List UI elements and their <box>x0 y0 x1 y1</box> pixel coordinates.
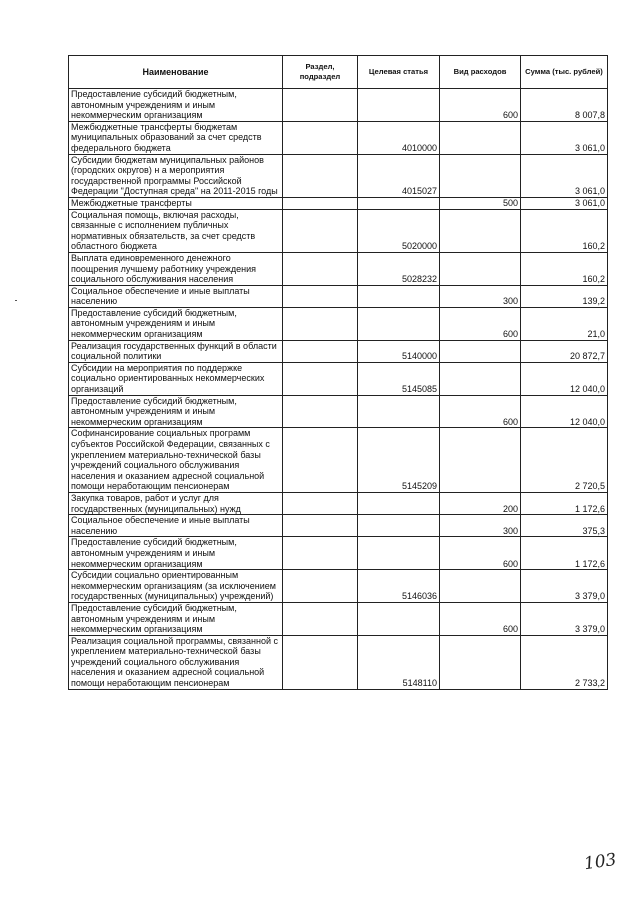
cell-section <box>283 340 358 362</box>
cell-name: Предоставление субсидий бюджетным, автономным учреждениям и иным некоммерческим организациям <box>69 537 283 570</box>
table-header-row <box>69 56 608 89</box>
cell-section <box>283 570 358 603</box>
cell-sum: 3 061,0 <box>521 197 608 209</box>
cell-sum: 375,3 <box>521 515 608 537</box>
cell-name: Социальное обеспечение и иные выплаты населению <box>69 515 283 537</box>
cell-type <box>440 252 521 285</box>
cell-target <box>358 602 440 635</box>
cell-sum: 2 733,2 <box>521 635 608 689</box>
cell-target: 4015027 <box>358 154 440 197</box>
cell-name: Закупка товаров, работ и услуг для государственных (муниципальных) нужд <box>69 492 283 514</box>
table-row <box>69 197 608 209</box>
cell-target: 5146036 <box>358 570 440 603</box>
cell-section <box>283 492 358 514</box>
table-row <box>69 154 608 197</box>
budget-table <box>68 55 608 690</box>
cell-type: 300 <box>440 515 521 537</box>
cell-section <box>283 515 358 537</box>
cell-sum: 20 872,7 <box>521 340 608 362</box>
cell-sum: 21,0 <box>521 307 608 340</box>
cell-name: Предоставление субсидий бюджетным, автономным учреждениям и иным некоммерческим организациям <box>69 89 283 122</box>
cell-name: Субсидии на мероприятия по поддержке социально ориентированных некоммерческих организаций <box>69 362 283 395</box>
cell-target: 5028232 <box>358 252 440 285</box>
cell-section <box>283 635 358 689</box>
cell-target <box>358 89 440 122</box>
table-row <box>69 492 608 514</box>
cell-name: Межбюджетные трансферты бюджетам муниципальных образований за счет средств федерального бюджета <box>69 121 283 154</box>
cell-target <box>358 492 440 514</box>
cell-target <box>358 307 440 340</box>
cell-sum: 3 061,0 <box>521 121 608 154</box>
cell-type <box>440 362 521 395</box>
table-row <box>69 209 608 252</box>
cell-sum: 160,2 <box>521 252 608 285</box>
cell-sum: 3 379,0 <box>521 570 608 603</box>
cell-section <box>283 428 358 493</box>
cell-target: 5145085 <box>358 362 440 395</box>
cell-name: Предоставление субсидий бюджетным, автономным учреждениям и иным некоммерческим организациям <box>69 602 283 635</box>
table-row <box>69 340 608 362</box>
cell-target <box>358 285 440 307</box>
cell-type: 600 <box>440 602 521 635</box>
cell-section <box>283 209 358 252</box>
cell-type <box>440 635 521 689</box>
cell-type <box>440 340 521 362</box>
table-row <box>69 395 608 428</box>
cell-sum: 1 172,6 <box>521 492 608 514</box>
cell-name: Межбюджетные трансферты <box>69 197 283 209</box>
table-row <box>69 285 608 307</box>
cell-section <box>283 89 358 122</box>
cell-target: 5145209 <box>358 428 440 493</box>
cell-section <box>283 602 358 635</box>
header-sum: Сумма (тыс. рублей) <box>521 56 608 89</box>
cell-target <box>358 515 440 537</box>
table-row <box>69 121 608 154</box>
table-row <box>69 515 608 537</box>
cell-type: 600 <box>440 307 521 340</box>
cell-section <box>283 537 358 570</box>
cell-type <box>440 570 521 603</box>
header-target: Целевая статья <box>358 56 440 89</box>
cell-target: 4010000 <box>358 121 440 154</box>
cell-name: Реализация социальной программы, связанной с укреплением материально-технической базы учреждений социального обслуживания населения и оказанием адресной социальной помощи неработающим пенсионерам <box>69 635 283 689</box>
cell-type: 500 <box>440 197 521 209</box>
cell-name: Предоставление субсидий бюджетным, автономным учреждениям и иным некоммерческим организациям <box>69 395 283 428</box>
cell-name: Социальное обеспечение и иные выплаты населению <box>69 285 283 307</box>
table-row <box>69 602 608 635</box>
cell-sum: 139,2 <box>521 285 608 307</box>
cell-sum: 160,2 <box>521 209 608 252</box>
cell-type: 300 <box>440 285 521 307</box>
cell-section <box>283 395 358 428</box>
table-row <box>69 307 608 340</box>
cell-target <box>358 395 440 428</box>
table-row <box>69 570 608 603</box>
cell-name: Выплата единовременного денежного поощрения лучшему работнику учреждения социального обслуживания населения <box>69 252 283 285</box>
cell-name: Социальная помощь, включая расходы, связанные с исполнением публичных нормативных обязательств, за счет средств областного бюджета <box>69 209 283 252</box>
table-row <box>69 537 608 570</box>
cell-section <box>283 285 358 307</box>
page-number: 103 <box>582 849 618 875</box>
cell-target: 5148110 <box>358 635 440 689</box>
margin-mark <box>15 300 17 301</box>
table-row <box>69 428 608 493</box>
cell-name: Софинансирование социальных программ субъектов Российской Федерации, связанных с укреплением материально-технической базы учреждений социального обслуживания населения и оказанием адресной социальной помощи неработающим пенсионерам <box>69 428 283 493</box>
cell-name: Субсидии социально ориентированным некоммерческим организациям (за исключением государственных (муниципальных) учреждений) <box>69 570 283 603</box>
cell-sum: 12 040,0 <box>521 395 608 428</box>
cell-type: 600 <box>440 89 521 122</box>
cell-name: Субсидии бюджетам муниципальных районов (городских округов) н а мероприятия государственной программы Российской Федерации "Доступная среда" на 2011-2015 годы <box>69 154 283 197</box>
header-section: Раздел, подраздел <box>283 56 358 89</box>
cell-target <box>358 537 440 570</box>
cell-section <box>283 121 358 154</box>
cell-type <box>440 209 521 252</box>
cell-target: 5140000 <box>358 340 440 362</box>
cell-type <box>440 428 521 493</box>
cell-section <box>283 307 358 340</box>
cell-section <box>283 362 358 395</box>
cell-sum: 3 379,0 <box>521 602 608 635</box>
table-row <box>69 89 608 122</box>
cell-sum: 12 040,0 <box>521 362 608 395</box>
cell-section <box>283 252 358 285</box>
header-name: Наименование <box>69 56 283 89</box>
table-row <box>69 635 608 689</box>
cell-type: 600 <box>440 537 521 570</box>
cell-sum: 2 720,5 <box>521 428 608 493</box>
cell-target: 5020000 <box>358 209 440 252</box>
cell-sum: 8 007,8 <box>521 89 608 122</box>
table-row <box>69 362 608 395</box>
cell-section <box>283 197 358 209</box>
cell-type: 600 <box>440 395 521 428</box>
table-row <box>69 252 608 285</box>
cell-sum: 3 061,0 <box>521 154 608 197</box>
cell-name: Предоставление субсидий бюджетным, автономным учреждениям и иным некоммерческим организациям <box>69 307 283 340</box>
cell-target <box>358 197 440 209</box>
cell-type <box>440 154 521 197</box>
cell-type: 200 <box>440 492 521 514</box>
cell-name: Реализация государственных функций в области социальной политики <box>69 340 283 362</box>
cell-type <box>440 121 521 154</box>
header-type: Вид расходов <box>440 56 521 89</box>
cell-sum: 1 172,6 <box>521 537 608 570</box>
cell-section <box>283 154 358 197</box>
